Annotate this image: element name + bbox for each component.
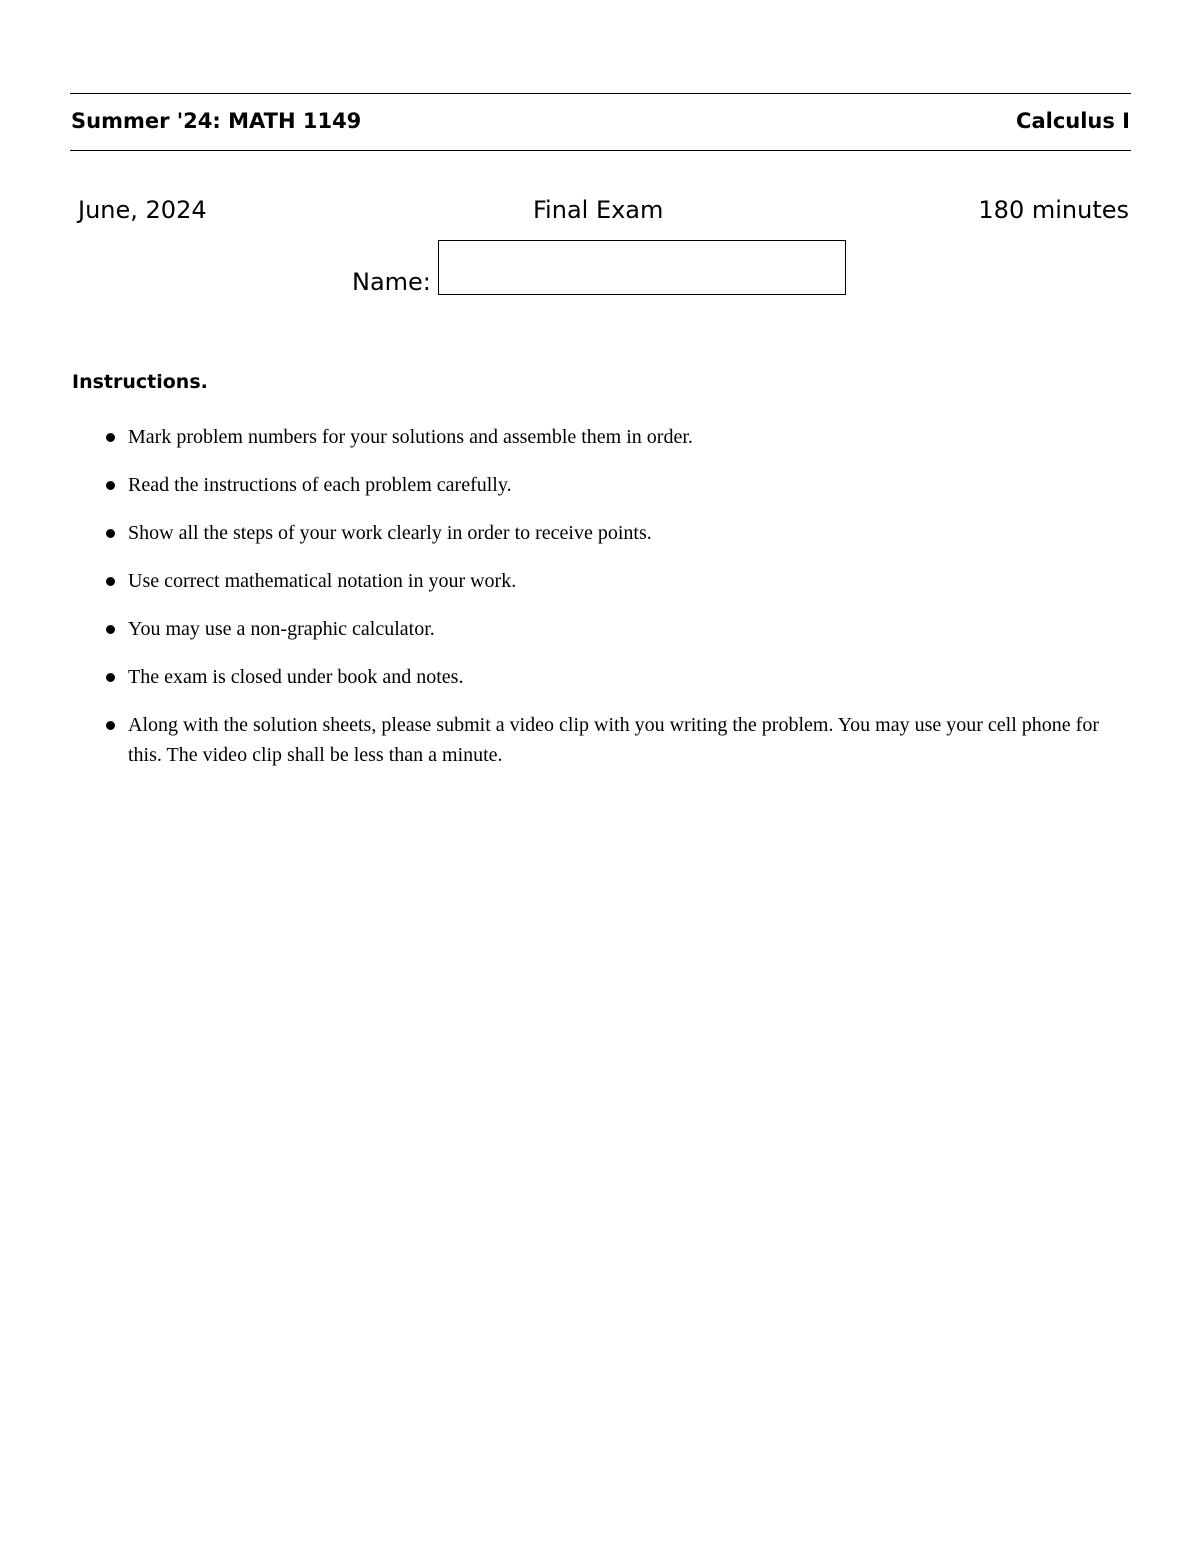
exam-date: June, 2024 xyxy=(78,196,207,224)
instruction-text: You may use a non-graphic calculator. xyxy=(128,618,435,640)
bullet-icon xyxy=(106,721,115,730)
instruction-item xyxy=(0,566,1200,596)
instruction-text: Mark problem numbers for your solutions and assemble them in order. xyxy=(128,426,693,448)
instruction-item xyxy=(0,422,1200,452)
instruction-text: The exam is closed under book and notes. xyxy=(128,666,464,688)
header-top-rule xyxy=(70,93,1131,94)
instructions-list xyxy=(0,422,1200,788)
instructions-heading: Instructions. xyxy=(72,371,208,393)
instruction-text: Show all the steps of your work clearly in order to receive points. xyxy=(128,522,652,544)
instruction-item xyxy=(0,614,1200,644)
bullet-icon xyxy=(106,433,115,442)
bullet-icon xyxy=(106,673,115,682)
instruction-item xyxy=(0,470,1200,500)
name-label: Name: xyxy=(352,268,431,296)
exam-duration: 180 minutes xyxy=(978,196,1129,224)
bullet-icon xyxy=(106,529,115,538)
name-field[interactable] xyxy=(438,240,846,295)
instruction-item xyxy=(0,662,1200,692)
header-bottom-rule xyxy=(70,150,1131,151)
instruction-text: Along with the solution sheets, please submit a video clip with you writing the problem. You may use your cell phone for this. The video clip shall be less than a minute. xyxy=(128,714,1099,766)
instruction-item xyxy=(0,710,1200,770)
instruction-text: Use correct mathematical notation in your work. xyxy=(128,570,517,592)
instruction-text: Read the instructions of each problem carefully. xyxy=(128,474,512,496)
bullet-icon xyxy=(106,625,115,634)
bullet-icon xyxy=(106,577,115,586)
instruction-item xyxy=(0,518,1200,548)
course-subject: Calculus I xyxy=(1016,109,1130,133)
exam-title: Final Exam xyxy=(533,196,664,224)
bullet-icon xyxy=(106,481,115,490)
course-title: Summer '24: MATH 1149 xyxy=(71,109,362,133)
